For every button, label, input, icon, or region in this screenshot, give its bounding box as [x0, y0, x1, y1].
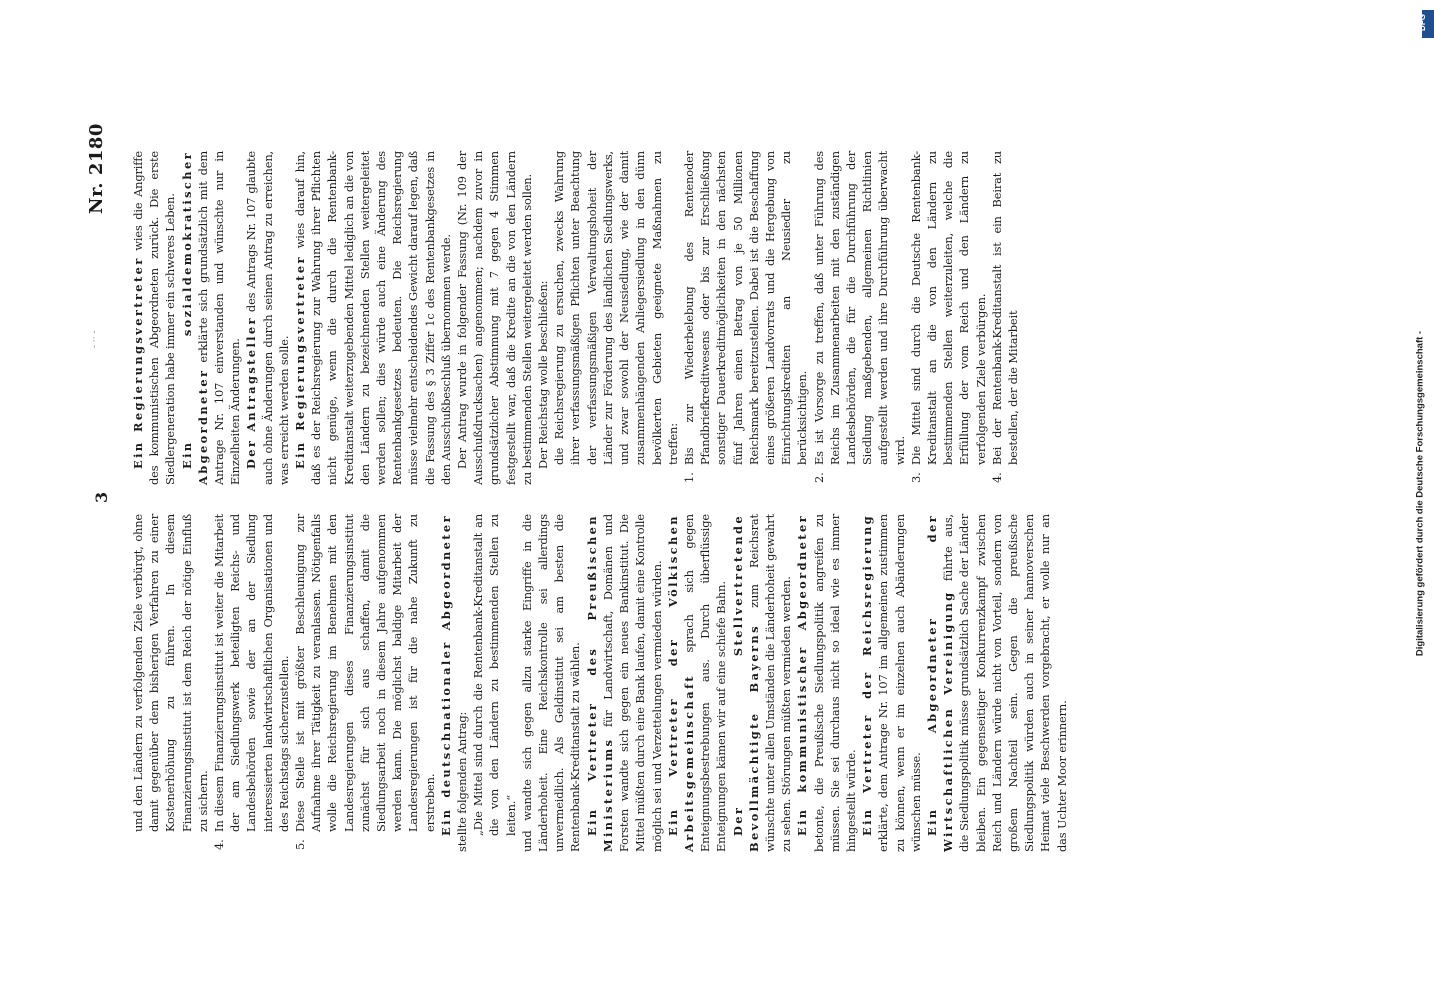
paragraph	[665, 514, 730, 852]
speaker: Ein deutschnationaler Abgeordneter	[438, 514, 453, 836]
left-column	[130, 514, 1070, 852]
digitization-watermark	[1410, 0, 1434, 1000]
item-number: 4.	[212, 839, 227, 850]
paragraph	[584, 514, 665, 852]
paragraph	[859, 514, 924, 852]
speaker: Ein Regierungsvertreter	[293, 255, 308, 469]
item-text: Die Mittel sind durch die Deutsche Rentenbank-Kreditanstalt an die von den Ländern zu bestimmenden Stellen weiterzuleiten, welche die Erfüllung der vom Reich und den Ländern zu verfolgenden Ziele verbürgen.	[908, 151, 988, 465]
item-3-continuation: und den Ländern zu verfolgenden Ziele verbürgt, ohne damit gegenüber dem bisherigen Verfahren zu einer Kostenerhöhung zu führen. In diesem Finanzierungsinstitut ist dem Reich der nötige Einfluß zu sichern.	[131, 514, 210, 832]
speaker: Ein Vertreter der Völkischen Arbeitsgemeinschaft	[665, 514, 696, 852]
motion-text: die Reichsregierung zu ersuchen, zwecks Wahrung ihrer verfassungsmäßigen Pflichten unter Beachtung der verfassungsmäßigen Verwaltungshoheit der Länder zur Förderung des ländlichen Siedlungswerks, und zwar sowohl der Neusiedlung, wie der damit zusammenhängenden Anliegersiedlung in den dünn bevölkerten Gebieten geeignete Maßnahmen zu treffen:	[552, 151, 680, 465]
paragraph-text: für Landwirtschaft, Domänen und Forsten wandte sich gegen ein neues Bankinstitut. Die Mittel müßten durch eine Bank laufen, damit eine Kontrolle möglich sei und Verzettelungen vermieden würden.	[600, 514, 664, 852]
page-number: 3	[92, 491, 111, 503]
paragraph	[438, 514, 470, 852]
paragraph-text: wies darauf hin, daß es der Reichsregierung zur Wahrung ihrer Pflichten nicht genüge, wenn die durch die Rentenbank-Kreditanstalt weiterzugebenden Mittel lediglich an die von den Ländern zu bezeichnenden Stellen weitergeleitet werden sollen; dies würde auch eine Änderung des Rentenbankgesetzes bedeuten. Die Reichsregierung müsse vielmehr entscheidendes Gewicht darauf legen, daß die Fassung des § 3 Ziffer 1c des Rentenbankgesetzes in den Ausschußbeschluß übernommen werde.	[293, 151, 453, 485]
paragraph-text: des Antrags Nr. 107 glaubte auch ohne Änderungen durch seinen Antrag zu erreichen, was erreicht werden solle.	[244, 151, 291, 485]
item-number: 2.	[811, 472, 826, 483]
watermark-text: Digitalisierung gefördert durch die Deutsche Forschungsgemeinschaft -	[1414, 330, 1426, 657]
paragraph: Der Reichstag wolle beschließen:	[536, 280, 551, 469]
speaker: Ein kommunistischer Abgeordneter	[795, 514, 810, 836]
paragraph: und wandte sich gegen allzu starke Eingriffe in die Länderhoheit. Eine Reichskontrolle sei allerdings unvermeidlich. Als Geldinstitut sei am besten die Rentenbank-Kreditanstalt zu wählen.	[519, 514, 583, 852]
speaker: Ein Abgeordneter der Wirtschaftlichen Vereinigung	[924, 514, 956, 852]
speaker: Ein Regierungsvertreter	[131, 256, 145, 469]
item-number: 1.	[681, 472, 696, 483]
speaker: Der Stellvertretende Bevollmächtigte Bayerns	[730, 514, 761, 852]
list-item-2	[811, 151, 908, 485]
paragraph-text: zum Reichsrat wünschte unter allen Umständen die Länderhoheit gewahrt zu sehen. Störungen müßten vermieden werden.	[746, 514, 794, 852]
speaker: Ein sozialdemokratischer Abgeordneter	[179, 151, 210, 485]
speaker: Ein Vertreter des Preußischen Ministeriums	[584, 514, 615, 852]
paragraph: Der Antrag wurde in folgender Fassung (Nr. 109 der Ausschußdrucksachen) angenommen; nachdem zuvor in grundsätzlicher Abstimmung mit 7 gegen 4 Stimmen festgestellt war, daß die Kredite an die von den Ländern zu bestimmenden Stellen weitergeleitet werden sollen.	[455, 151, 534, 485]
paragraph	[730, 514, 795, 852]
paragraph-text: erklärte sich grundsätzlich mit dem Antrage Nr. 107 einverstanden und wünschte nur in Einzelheiten Änderungen.	[195, 151, 243, 485]
item-text: Es ist Vorsorge zu treffen, daß unter Führung des Reichs im Zusammenarbeiten mit den zuständigen Landesbehörden, die für die Durchführung der Siedlung maßgebenden, allgemeinen Richtlinien aufgestellt werden und ihre Durchführung überwacht wird.	[811, 151, 907, 465]
item-number: 4.	[989, 472, 1004, 483]
paragraph	[130, 151, 179, 485]
paragraph	[924, 514, 1070, 852]
list-item-4	[989, 151, 1021, 485]
issue-number: Nr. 2180	[86, 123, 107, 214]
item-number: 3.	[908, 472, 923, 483]
dfg-logo	[1417, 10, 1434, 38]
motion-quote: „Die Mittel sind durch die Rentenbank-Kreditanstalt an die von den Ländern zu bestimmenden Stellen zu leiten.“	[471, 514, 518, 836]
paragraph	[179, 151, 244, 485]
item-text: Bis zur Wiederbelebung des Rentenoder Pfandbriefkreditwesens oder bis zur Erschließung sonstiger Dauerkreditmöglichkeiten in den nächsten fünf Jahren einen Betrag von je 50 Millionen Reichsmark bereitzustellen. Dabei ist die Beschaffung eines größeren Landvorrats und die Hergebung von Einrichtungskrediten an Neusiedler zu berücksichtigen.	[681, 151, 810, 465]
corner-mark: - ·· -	[90, 330, 100, 348]
paragraph	[794, 514, 859, 852]
paragraph-text: führte aus, die Siedlungspolitik müsse grundsätzlich Sache der Länder bleiben. Ein gegenseitiger Konkurrenzkampf zwischen Reich und Ländern würde nicht von Vorteil, sondern von großem Nachteil sein. Gegen die preußische Siedlungspolitik würden auch in seiner hannoverschen Heimat viele Beschwerden vorgebracht, er wolle nur an das Uchter Moor erinnern.	[941, 514, 1069, 852]
paragraph	[243, 151, 292, 485]
speaker: Der Antragsteller	[244, 316, 259, 469]
paragraph-text: stellte folgenden Antrag:	[455, 711, 470, 852]
dfg-logo-text: DFG	[1417, 14, 1427, 31]
paragraph-text: betonte, die Preußische Siedlungspolitik angreifen zu müssen. Sie sei durchaus nicht so ideal wie es immer hingestellt würde.	[811, 514, 858, 852]
list-item-1	[681, 151, 811, 485]
list-item-4	[211, 514, 292, 852]
right-column	[130, 151, 1021, 485]
speaker: Ein Vertreter der Reichsregierung	[860, 514, 875, 836]
paragraph	[292, 151, 454, 485]
item-number: 5.	[293, 839, 308, 850]
list-item-3	[908, 151, 989, 485]
item-text: Bei der Rentenbank-Kreditanstalt ist ein Beirat zu bestellen, der die Mitarbeit	[989, 151, 1020, 465]
paragraph-text: sprach sich gegen Enteignungsbestrebungen aus. Durch überflüssige Enteignungen kämen wir auf eine schiefe Bahn.	[681, 514, 729, 852]
list-item-5	[292, 514, 438, 852]
paragraph-text: wies die Angriffe des kommunistischen Abgeordneten zurück. Die erste Siedlergeneration habe immer ein schweres Leben.	[131, 151, 178, 485]
item-text: In diesem Finanzierungsinstitut ist weiter die Mitarbeit der am Siedlungswerk beteiligten Reichs- und Landesbehörden sowie der an der Siedlung interessierten landwirtschaftlichen Organisationen und des Reichstags sicherzustellen.	[212, 514, 291, 832]
item-text: Diese Stelle ist mit größter Beschleunigung zur Aufnahme ihrer Tätigkeit zu veranlassen. Nötigenfalls wolle die Reichsregierung im Benehmen mit den Landesregierungen dieses Finanzierungsinstitut zunächst für sich aus schaffen, damit die Siedlungsarbeit noch in diesem Jahre aufgenommen werden kann. Die möglichst baldige Mitarbeit der Landesregierungen ist für die nahe Zukunft zu erstreben.	[293, 514, 437, 832]
paragraph-text: erklärte, dem Antrage Nr. 107 im allgemeinen zustimmen zu können, wenn er im einzelnen auch Abänderungen wünschen müsse.	[876, 514, 923, 852]
